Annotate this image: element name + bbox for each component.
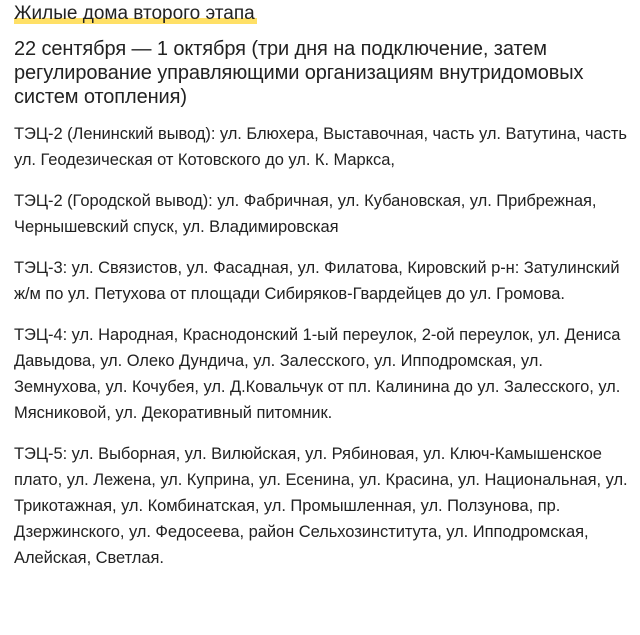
paragraph-tec4: ТЭЦ-4: ул. Народная, Краснодонский 1-ый переулок, 2-ой переулок, ул. Дениса Давыдова, ул. Олеко Дундича, ул. Залесского, ул. Ипподромская, ул. Земнухова, ул. Кочубея, ул. Д.Ковальчук от пл. Калинина до ул. Залесского, ул. Мясниковой, ул. Декоративный питомник. — [14, 326, 621, 422]
date-heading: 22 сентября — 1 октября (три дня на подключение, затем регулирование управляющими организациям внутридомовых систем отопления) — [14, 38, 584, 108]
paragraph-tec3: ТЭЦ-3: ул. Связистов, ул. Фасадная, ул. Филатова, Кировский р-н: Затулинский ж/м по ул. Петухова от площади Сибиряков-Гвардейцев до ул. Громова. — [14, 259, 620, 303]
paragraph-tec2-gorodskoy: ТЭЦ-2 (Городской вывод): ул. Фабричная, ул. Кубановская, ул. Прибрежная, Чернышевский спуск, ул. Владимировская — [14, 192, 597, 236]
section-title: Жилые дома второго этапа — [14, 3, 255, 24]
article-content — [14, 0, 630, 571]
paragraph-tec2-leninsky: ТЭЦ-2 (Ленинский вывод): ул. Блюхера, Выставочная, часть ул. Ватутина, часть ул. Геодезическая от Котовского до ул. К. Маркса, — [14, 125, 627, 169]
paragraph-tec5: ТЭЦ-5: ул. Выборная, ул. Вилюйская, ул. Рябиновая, ул. Ключ-Камышенское плато, ул. Лежена, ул. Куприна, ул. Есенина, ул. Красина, ул. Национальная, ул. Трикотажная, ул. Комбинатская, ул. Промышленная, ул. Ползунова, пр. Дзержинского, ул. Федосеева, район Сельхозинститута, ул. Ипподромская, Алейская, Светлая. — [14, 445, 628, 567]
